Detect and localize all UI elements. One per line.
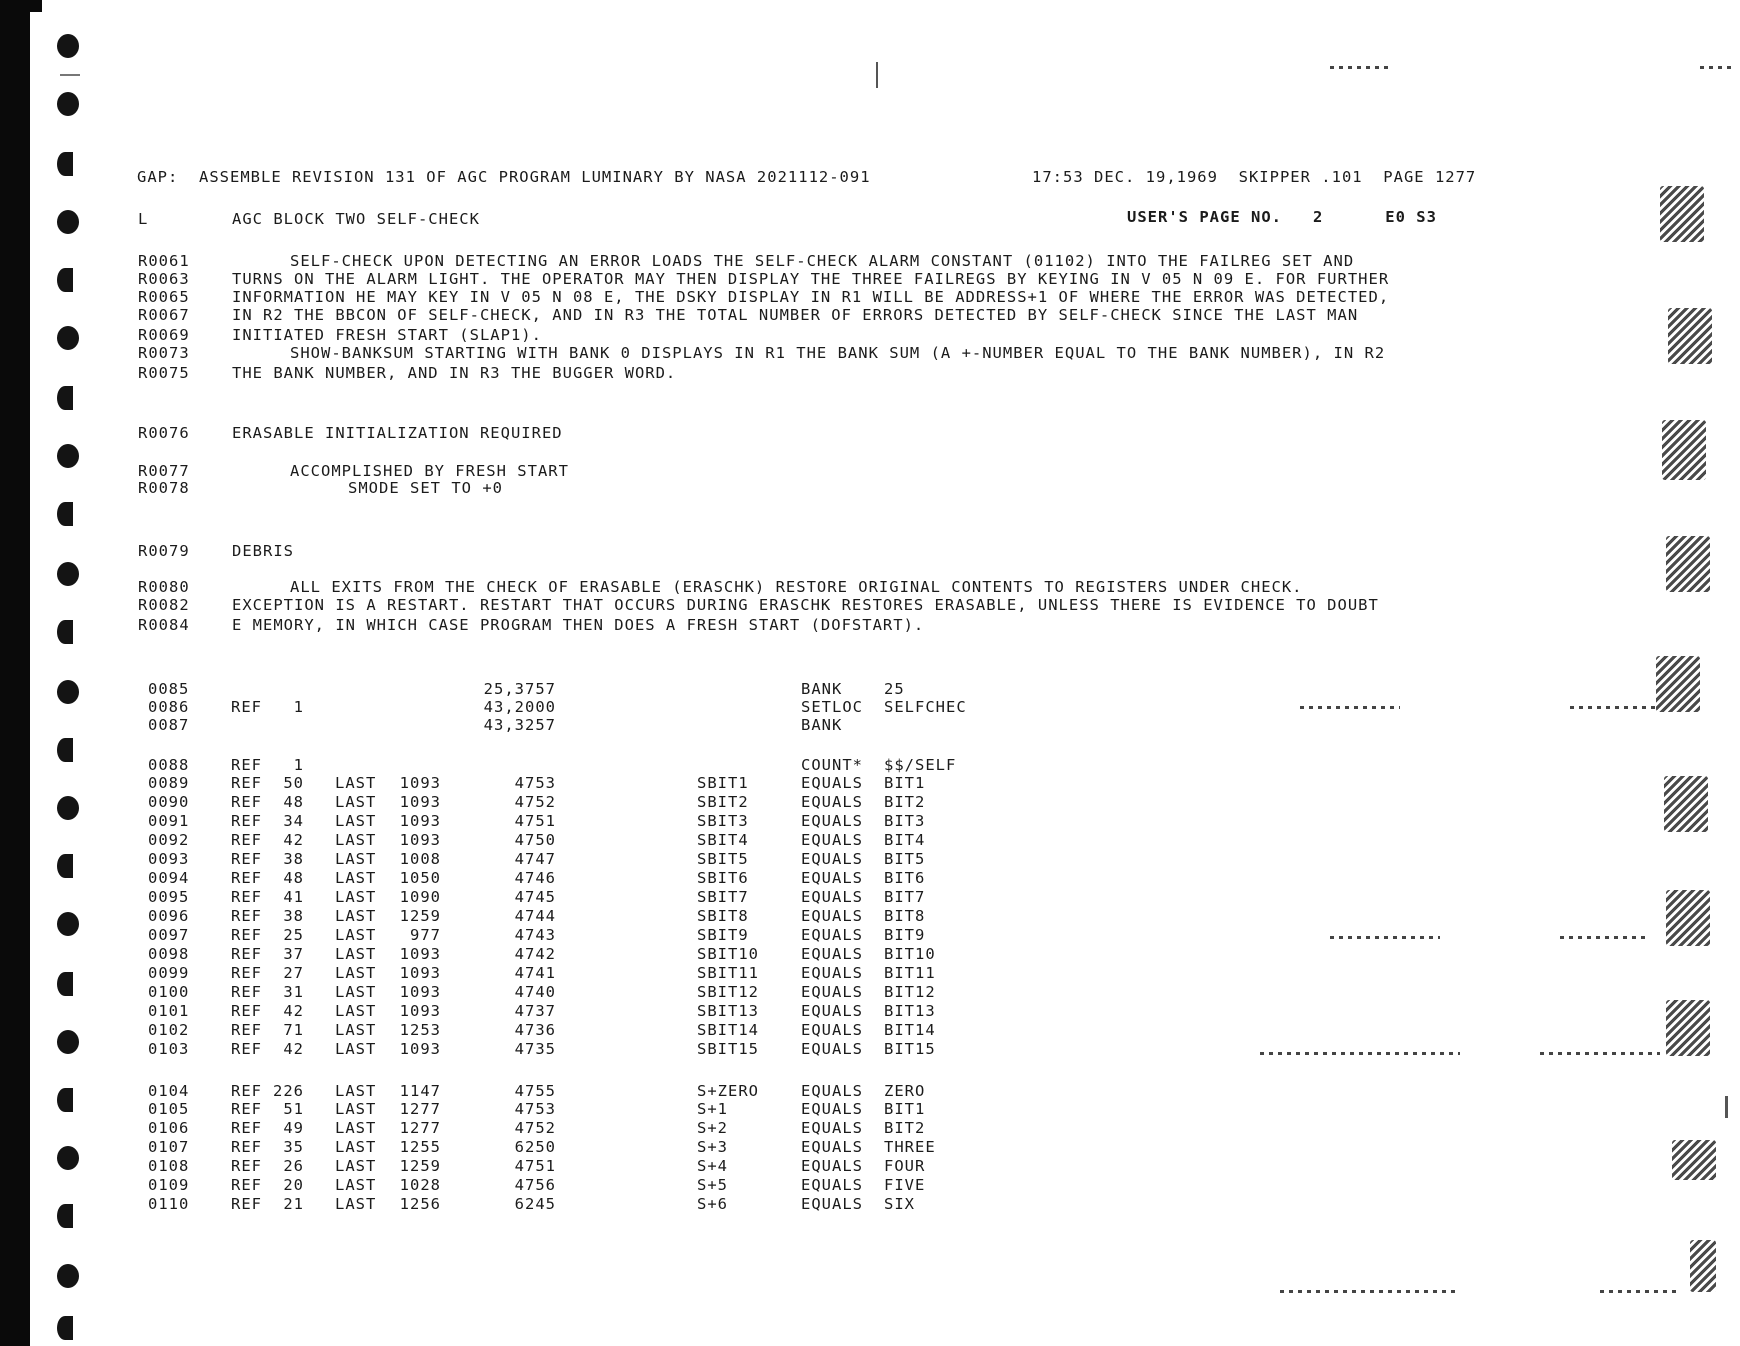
line-number: 0102 — [148, 1021, 190, 1039]
remark-text: SMODE SET TO +0 — [348, 479, 503, 497]
punch-hole — [57, 1146, 79, 1170]
ref-label: REF — [231, 1002, 262, 1020]
operand: BIT13 — [884, 1002, 936, 1020]
scan-artifact — [1668, 308, 1712, 364]
line-number: 0093 — [148, 850, 190, 868]
line-number: 0096 — [148, 907, 190, 925]
operand: BIT2 — [884, 793, 926, 811]
address: 4746 — [514, 869, 556, 887]
scan-artifact — [1280, 1290, 1460, 1293]
last-number: 1093 — [399, 1002, 441, 1020]
operand: BIT11 — [884, 964, 936, 982]
address: 4752 — [514, 1119, 556, 1137]
address: 4742 — [514, 945, 556, 963]
ref-label: REF — [231, 907, 262, 925]
ref-label: REF — [231, 869, 262, 887]
last-number: 1090 — [399, 888, 441, 906]
last-number: 1277 — [399, 1100, 441, 1118]
punch-hole — [57, 92, 79, 116]
line-number: 0091 — [148, 812, 190, 830]
address: 43,2000 — [483, 698, 556, 716]
punch-hole — [57, 210, 79, 234]
line-number: 0107 — [148, 1138, 190, 1156]
line-number: 0104 — [148, 1082, 190, 1100]
symbol: S+5 — [697, 1176, 728, 1194]
scan-artifact — [1690, 1240, 1716, 1292]
opcode: EQUALS — [801, 812, 863, 830]
line-number: 0085 — [148, 680, 190, 698]
address: 4743 — [514, 926, 556, 944]
opcode: EQUALS — [801, 907, 863, 925]
scan-artifact — [1660, 186, 1704, 242]
ref-count: 42 — [283, 831, 304, 849]
ref-label: REF — [231, 983, 262, 1001]
scan-artifact — [1666, 1000, 1710, 1056]
line-number: 0108 — [148, 1157, 190, 1175]
punch-hole — [57, 1316, 73, 1340]
line-number: 0100 — [148, 983, 190, 1001]
opcode: EQUALS — [801, 1021, 863, 1039]
operand: SELFCHEC — [884, 698, 967, 716]
address: 43,3257 — [483, 716, 556, 734]
symbol: SBIT5 — [697, 850, 749, 868]
symbol: SBIT3 — [697, 812, 749, 830]
last-label: LAST — [335, 964, 377, 982]
scan-artifact — [1540, 1052, 1660, 1055]
last-number: 1093 — [399, 793, 441, 811]
line-number: 0087 — [148, 716, 190, 734]
symbol: S+3 — [697, 1138, 728, 1156]
users-page-number: USER'S PAGE NO. 2 E0 S3 — [1127, 208, 1437, 226]
last-label: LAST — [335, 1021, 377, 1039]
ref-count: 48 — [283, 793, 304, 811]
punch-hole — [57, 502, 73, 526]
opcode: EQUALS — [801, 1002, 863, 1020]
opcode: EQUALS — [801, 793, 863, 811]
scan-artifact — [1600, 1290, 1680, 1293]
line-number: 0090 — [148, 793, 190, 811]
last-label: LAST — [335, 1176, 377, 1194]
scan-artifact — [1725, 1096, 1728, 1118]
scan-artifact — [1560, 936, 1650, 939]
ref-count: 42 — [283, 1002, 304, 1020]
remark-number: R0080 — [138, 578, 190, 596]
ref-count: 21 — [283, 1195, 304, 1213]
opcode: BANK — [801, 716, 843, 734]
operand: ZERO — [884, 1082, 926, 1100]
punch-hole — [57, 680, 79, 704]
punch-hole — [57, 34, 79, 58]
opcode: EQUALS — [801, 1082, 863, 1100]
line-number: 0098 — [148, 945, 190, 963]
symbol: SBIT11 — [697, 964, 759, 982]
ref-label: REF — [231, 1195, 262, 1213]
ref-label: REF — [231, 698, 262, 716]
ref-count: 31 — [283, 983, 304, 1001]
operand: BIT1 — [884, 1100, 926, 1118]
symbol: SBIT6 — [697, 869, 749, 887]
remark-number: R0069 — [138, 326, 190, 344]
ref-label: REF — [231, 793, 262, 811]
operand: BIT1 — [884, 774, 926, 792]
opcode: EQUALS — [801, 1100, 863, 1118]
scan-artifact — [1672, 1140, 1716, 1180]
last-label: LAST — [335, 1138, 377, 1156]
address: 4751 — [514, 1157, 556, 1175]
line-number: 0088 — [148, 756, 190, 774]
last-number: 1256 — [399, 1195, 441, 1213]
last-number: 1093 — [399, 831, 441, 849]
operand: THREE — [884, 1138, 936, 1156]
address: 4753 — [514, 1100, 556, 1118]
address: 4755 — [514, 1082, 556, 1100]
last-number: 1093 — [399, 1040, 441, 1058]
opcode: EQUALS — [801, 774, 863, 792]
address: 6245 — [514, 1195, 556, 1213]
remark-number: R0065 — [138, 288, 190, 306]
punch-hole — [57, 268, 73, 292]
symbol: SBIT12 — [697, 983, 759, 1001]
remark-number: R0079 — [138, 542, 190, 560]
address: 6250 — [514, 1138, 556, 1156]
remark-text: EXCEPTION IS A RESTART. RESTART THAT OCCURS DURING ERASCHK RESTORES ERASABLE, UNLESS THERE IS EVIDENCE TO DOUBT — [232, 596, 1379, 614]
address: 4745 — [514, 888, 556, 906]
last-number: 1277 — [399, 1119, 441, 1137]
last-label: LAST — [335, 869, 377, 887]
last-number: 1255 — [399, 1138, 441, 1156]
address: 4751 — [514, 812, 556, 830]
line-number: 0099 — [148, 964, 190, 982]
remark-text: IN R2 THE BBCON OF SELF-CHECK, AND IN R3 THE TOTAL NUMBER OF ERRORS DETECTED BY SELF-CHECK SINCE THE LAST MAN — [232, 306, 1359, 324]
remark-number: R0073 — [138, 344, 190, 362]
last-label: LAST — [335, 1195, 377, 1213]
operand: FIVE — [884, 1176, 926, 1194]
address: 4756 — [514, 1176, 556, 1194]
last-number: 1093 — [399, 945, 441, 963]
punch-hole — [57, 972, 73, 996]
symbol: SBIT2 — [697, 793, 749, 811]
ref-label: REF — [231, 850, 262, 868]
remark-number: R0076 — [138, 424, 190, 442]
opcode: EQUALS — [801, 1040, 863, 1058]
ref-count: 1 — [293, 756, 304, 774]
last-number: 1093 — [399, 812, 441, 830]
ref-count: 37 — [283, 945, 304, 963]
punch-hole — [57, 1204, 73, 1228]
ref-label: REF — [231, 774, 262, 792]
operand: BIT7 — [884, 888, 926, 906]
ref-label: REF — [231, 964, 262, 982]
operand: BIT4 — [884, 831, 926, 849]
remark-text: ACCOMPLISHED BY FRESH START — [290, 462, 569, 480]
line-number: 0105 — [148, 1100, 190, 1118]
last-number: 1093 — [399, 983, 441, 1001]
opcode: EQUALS — [801, 1138, 863, 1156]
line-number: 0109 — [148, 1176, 190, 1194]
symbol: SBIT14 — [697, 1021, 759, 1039]
remark-text: INFORMATION HE MAY KEY IN V 05 N 08 E, THE DSKY DISPLAY IN R1 WILL BE ADDRESS+1 OF WHERE THE ERROR WAS DETECTED, — [232, 288, 1390, 306]
operand: BIT6 — [884, 869, 926, 887]
operand: BIT15 — [884, 1040, 936, 1058]
ref-label: REF — [231, 945, 262, 963]
scan-artifact — [1664, 776, 1708, 832]
remark-text: E MEMORY, IN WHICH CASE PROGRAM THEN DOES A FRESH START (DOFSTART). — [232, 616, 925, 634]
ref-label: REF — [231, 888, 262, 906]
punch-hole — [57, 562, 79, 586]
last-label: LAST — [335, 831, 377, 849]
last-number: 1093 — [399, 964, 441, 982]
opcode: EQUALS — [801, 869, 863, 887]
ref-label: REF — [231, 756, 262, 774]
opcode: EQUALS — [801, 964, 863, 982]
line-number: 0095 — [148, 888, 190, 906]
symbol: SBIT4 — [697, 831, 749, 849]
operand: BIT9 — [884, 926, 926, 944]
address: 4750 — [514, 831, 556, 849]
last-label: LAST — [335, 793, 377, 811]
line-number: 0101 — [148, 1002, 190, 1020]
punch-hole — [57, 620, 73, 644]
remark-text: ERASABLE INITIALIZATION REQUIRED — [232, 424, 563, 442]
remark-number: R0075 — [138, 364, 190, 382]
symbol: SBIT10 — [697, 945, 759, 963]
scan-artifact — [1666, 536, 1710, 592]
ref-count: 26 — [283, 1157, 304, 1175]
ref-label: REF — [231, 1100, 262, 1118]
ref-label: REF — [231, 1082, 262, 1100]
punch-hole — [57, 1030, 79, 1054]
line-number: 0092 — [148, 831, 190, 849]
operand: BIT12 — [884, 983, 936, 1001]
last-label: LAST — [335, 774, 377, 792]
last-label: LAST — [335, 1040, 377, 1058]
symbol: S+4 — [697, 1157, 728, 1175]
punch-hole — [57, 444, 79, 468]
symbol: SBIT8 — [697, 907, 749, 925]
opcode: EQUALS — [801, 1157, 863, 1175]
line-number: 0086 — [148, 698, 190, 716]
ref-count: 41 — [283, 888, 304, 906]
punch-hole — [57, 796, 79, 820]
binder-notch — [28, 0, 42, 12]
last-label: LAST — [335, 907, 377, 925]
address: 4741 — [514, 964, 556, 982]
operand: BIT14 — [884, 1021, 936, 1039]
ref-count: 34 — [283, 812, 304, 830]
section-title: AGC BLOCK TWO SELF-CHECK — [232, 210, 480, 228]
operand: BIT2 — [884, 1119, 926, 1137]
ref-label: REF — [231, 1138, 262, 1156]
punch-hole — [57, 854, 73, 878]
operand: BIT5 — [884, 850, 926, 868]
line-number: 0089 — [148, 774, 190, 792]
line-number: 0094 — [148, 869, 190, 887]
symbol: S+ZERO — [697, 1082, 759, 1100]
ref-count: 27 — [283, 964, 304, 982]
last-number: 1008 — [399, 850, 441, 868]
last-label: LAST — [335, 812, 377, 830]
ref-count: 25 — [283, 926, 304, 944]
scan-artifact — [1666, 890, 1710, 946]
ref-count: 38 — [283, 850, 304, 868]
last-label: LAST — [335, 1082, 377, 1100]
address: 4737 — [514, 1002, 556, 1020]
operand: BIT3 — [884, 812, 926, 830]
address: 25,3757 — [483, 680, 556, 698]
scan-artifact — [876, 62, 878, 88]
last-number: 1050 — [399, 869, 441, 887]
opcode: EQUALS — [801, 1119, 863, 1137]
line-number: 0097 — [148, 926, 190, 944]
last-number: 977 — [410, 926, 441, 944]
symbol: SBIT15 — [697, 1040, 759, 1058]
ref-label: REF — [231, 1040, 262, 1058]
operand: $$/SELF — [884, 756, 957, 774]
operand: SIX — [884, 1195, 915, 1213]
ref-label: REF — [231, 1176, 262, 1194]
symbol: S+1 — [697, 1100, 728, 1118]
ref-label: REF — [231, 1119, 262, 1137]
last-number: 1028 — [399, 1176, 441, 1194]
symbol: SBIT1 — [697, 774, 749, 792]
last-label: LAST — [335, 1002, 377, 1020]
margin-tick — [60, 74, 80, 76]
scan-artifact — [1662, 420, 1706, 480]
remark-number: R0077 — [138, 462, 190, 480]
scan-artifact — [1330, 66, 1390, 69]
last-label: LAST — [335, 983, 377, 1001]
last-number: 1259 — [399, 1157, 441, 1175]
last-label: LAST — [335, 850, 377, 868]
address: 4753 — [514, 774, 556, 792]
operand: 25 — [884, 680, 905, 698]
scan-artifact — [1570, 706, 1660, 709]
opcode: EQUALS — [801, 831, 863, 849]
ref-count: 48 — [283, 869, 304, 887]
opcode: EQUALS — [801, 1176, 863, 1194]
address: 4744 — [514, 907, 556, 925]
remark-number: R0084 — [138, 616, 190, 634]
ref-label: REF — [231, 831, 262, 849]
scan-artifact — [1700, 66, 1732, 69]
listing-timestamp: 17:53 DEC. 19,1969 SKIPPER .101 PAGE 1277 — [1032, 168, 1477, 186]
punch-hole — [57, 152, 73, 176]
operand: BIT8 — [884, 907, 926, 925]
last-label: LAST — [335, 926, 377, 944]
ref-count: 35 — [283, 1138, 304, 1156]
ref-count: 49 — [283, 1119, 304, 1137]
opcode: SETLOC — [801, 698, 863, 716]
last-number: 1253 — [399, 1021, 441, 1039]
ref-label: REF — [231, 1021, 262, 1039]
punch-hole — [57, 738, 73, 762]
symbol: S+6 — [697, 1195, 728, 1213]
remark-number: R0061 — [138, 252, 190, 270]
listing-header: GAP: ASSEMBLE REVISION 131 OF AGC PROGRAM LUMINARY BY NASA 2021112-091 — [137, 168, 871, 186]
scan-artifact — [1656, 656, 1700, 712]
punch-hole — [57, 1088, 73, 1112]
address: 4740 — [514, 983, 556, 1001]
symbol: SBIT7 — [697, 888, 749, 906]
ref-count: 38 — [283, 907, 304, 925]
remark-number: R0082 — [138, 596, 190, 614]
address: 4747 — [514, 850, 556, 868]
binder-edge — [0, 0, 30, 1346]
address: 4752 — [514, 793, 556, 811]
ref-label: REF — [231, 1157, 262, 1175]
scan-artifact — [1300, 706, 1400, 709]
punch-hole — [57, 912, 79, 936]
section-letter: L — [138, 210, 148, 228]
scan-artifact — [1260, 1052, 1460, 1055]
operand: FOUR — [884, 1157, 926, 1175]
remark-text: ALL EXITS FROM THE CHECK OF ERASABLE (ERASCHK) RESTORE ORIGINAL CONTENTS TO REGISTERS UNDER CHECK. — [290, 578, 1303, 596]
symbol: SBIT13 — [697, 1002, 759, 1020]
opcode: EQUALS — [801, 1195, 863, 1213]
opcode: EQUALS — [801, 983, 863, 1001]
symbol: SBIT9 — [697, 926, 749, 944]
remark-text: TURNS ON THE ALARM LIGHT. THE OPERATOR MAY THEN DISPLAY THE THREE FAILREGS BY KEYING IN V 05 N 09 E. FOR FURTHER — [232, 270, 1390, 288]
last-number: 1093 — [399, 774, 441, 792]
opcode: EQUALS — [801, 945, 863, 963]
punch-hole — [57, 1264, 79, 1288]
remark-text: THE BANK NUMBER, AND IN R3 THE BUGGER WORD. — [232, 364, 677, 382]
address: 4735 — [514, 1040, 556, 1058]
opcode: EQUALS — [801, 926, 863, 944]
ref-count: 226 — [273, 1082, 304, 1100]
ref-count: 42 — [283, 1040, 304, 1058]
remark-number: R0067 — [138, 306, 190, 324]
opcode: COUNT* — [801, 756, 863, 774]
line-number: 0106 — [148, 1119, 190, 1137]
last-label: LAST — [335, 945, 377, 963]
last-label: LAST — [335, 888, 377, 906]
opcode: EQUALS — [801, 850, 863, 868]
ref-label: REF — [231, 926, 262, 944]
symbol: S+2 — [697, 1119, 728, 1137]
ref-count: 1 — [293, 698, 304, 716]
opcode: EQUALS — [801, 888, 863, 906]
last-number: 1259 — [399, 907, 441, 925]
ref-count: 51 — [283, 1100, 304, 1118]
scan-artifact — [1330, 936, 1440, 939]
remark-text: SELF-CHECK UPON DETECTING AN ERROR LOADS THE SELF-CHECK ALARM CONSTANT (01102) INTO THE FAILREG SET AND — [290, 252, 1355, 270]
line-number: 0110 — [148, 1195, 190, 1213]
last-label: LAST — [335, 1100, 377, 1118]
punch-hole — [57, 386, 73, 410]
remark-number: R0063 — [138, 270, 190, 288]
remark-text: INITIATED FRESH START (SLAP1). — [232, 326, 542, 344]
opcode: BANK — [801, 680, 843, 698]
remark-text: SHOW-BANKSUM STARTING WITH BANK 0 DISPLAYS IN R1 THE BANK SUM (A +-NUMBER EQUAL TO THE BANK NUMBER), IN R2 — [290, 344, 1386, 362]
ref-count: 20 — [283, 1176, 304, 1194]
ref-count: 71 — [283, 1021, 304, 1039]
ref-label: REF — [231, 812, 262, 830]
remark-text: DEBRIS — [232, 542, 294, 560]
address: 4736 — [514, 1021, 556, 1039]
operand: BIT10 — [884, 945, 936, 963]
last-number: 1147 — [399, 1082, 441, 1100]
last-label: LAST — [335, 1157, 377, 1175]
ref-count: 50 — [283, 774, 304, 792]
remark-number: R0078 — [138, 479, 190, 497]
line-number: 0103 — [148, 1040, 190, 1058]
last-label: LAST — [335, 1119, 377, 1137]
punch-hole — [57, 326, 79, 350]
